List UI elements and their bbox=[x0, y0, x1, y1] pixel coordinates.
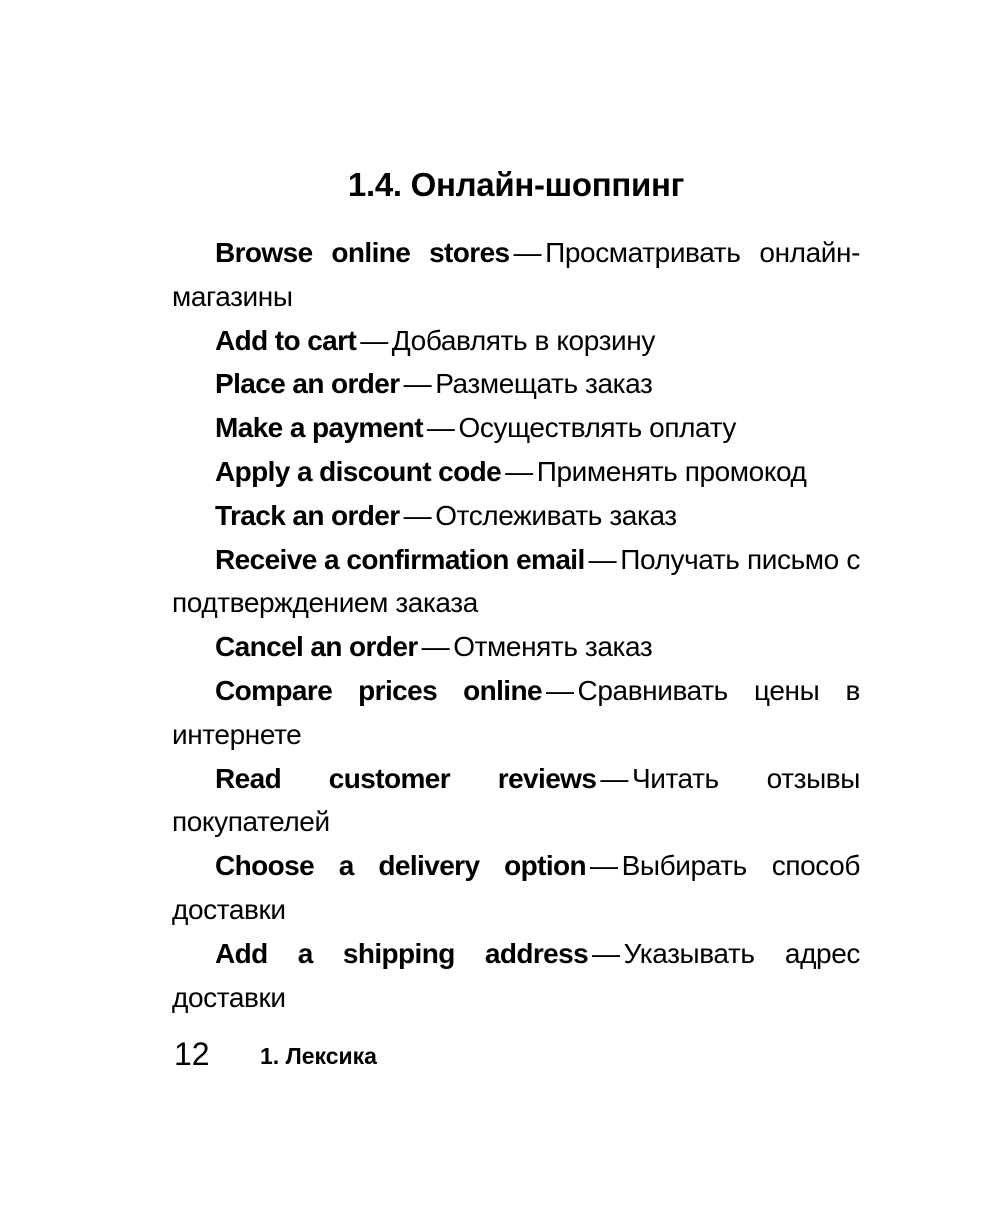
vocabulary-entry bbox=[172, 450, 860, 494]
entry-translation: Указывать адрес доставки bbox=[172, 937, 860, 1013]
entry-dash: — bbox=[421, 631, 450, 663]
entry-translation: Отслеживать заказ bbox=[435, 499, 677, 531]
entry-term: Track an order bbox=[215, 499, 400, 531]
entry-term: Compare prices online bbox=[215, 674, 542, 706]
vocabulary-entry bbox=[172, 844, 860, 932]
vocabulary-entry bbox=[172, 494, 860, 538]
vocabulary-entry bbox=[172, 231, 860, 319]
entry-translation: Просматривать онлайн-магазины bbox=[172, 237, 861, 312]
entry-term: Read customer reviews bbox=[215, 762, 597, 794]
vocabulary-entry bbox=[172, 406, 860, 450]
vocabulary-list bbox=[172, 231, 860, 1019]
entry-dash: — bbox=[426, 412, 455, 444]
entry-translation: Отменять заказ bbox=[453, 631, 653, 663]
entry-dash: — bbox=[588, 543, 617, 575]
entry-dash: — bbox=[590, 850, 618, 882]
page-number: 12 bbox=[174, 1036, 210, 1072]
entry-term: Add to cart bbox=[215, 324, 357, 356]
entry-dash: — bbox=[545, 674, 574, 706]
entry-translation: Применять промокод bbox=[536, 455, 807, 487]
entry-translation: Читать отзывы покупателей bbox=[172, 762, 860, 838]
entry-dash: — bbox=[360, 324, 388, 356]
running-head: 1. Лексика bbox=[260, 1043, 377, 1069]
vocabulary-entry bbox=[172, 932, 860, 1020]
vocabulary-entry bbox=[172, 319, 860, 363]
vocabulary-entry bbox=[172, 625, 860, 669]
entry-dash: — bbox=[505, 455, 533, 487]
entry-dash: — bbox=[600, 762, 628, 794]
entry-translation: Выбирать способ доставки bbox=[172, 850, 860, 925]
entry-term: Browse online stores bbox=[215, 237, 510, 268]
entry-dash: — bbox=[403, 499, 432, 531]
entry-translation: Получать письмо с подтверждением заказа bbox=[172, 543, 860, 619]
entry-translation: Сравнивать цены в интернете bbox=[172, 674, 861, 750]
page-footer bbox=[172, 1036, 860, 1080]
vocabulary-entry bbox=[172, 538, 860, 626]
entry-dash: — bbox=[403, 368, 432, 400]
entry-translation: Размещать заказ bbox=[435, 368, 653, 400]
entry-translation: Осуществлять оплату bbox=[458, 412, 736, 444]
book-page bbox=[172, 0, 860, 1227]
entry-term: Receive a confirmation email bbox=[215, 543, 585, 575]
entry-term: Choose a delivery option bbox=[215, 850, 587, 882]
section-title: 1.4. Онлайн-шоппинг bbox=[347, 166, 685, 203]
entry-term: Make a payment bbox=[215, 412, 423, 444]
vocabulary-entry bbox=[172, 757, 860, 845]
entry-term: Add a shipping address bbox=[215, 937, 589, 969]
entry-term: Apply a discount code bbox=[215, 455, 502, 487]
vocabulary-entry bbox=[172, 669, 860, 757]
entry-dash: — bbox=[592, 937, 620, 969]
vocabulary-entry bbox=[172, 362, 860, 406]
entry-translation: Добавлять в корзину bbox=[391, 324, 655, 356]
entry-term: Place an order bbox=[215, 368, 400, 400]
entry-term: Cancel an order bbox=[215, 631, 418, 663]
entry-dash: — bbox=[513, 237, 542, 268]
